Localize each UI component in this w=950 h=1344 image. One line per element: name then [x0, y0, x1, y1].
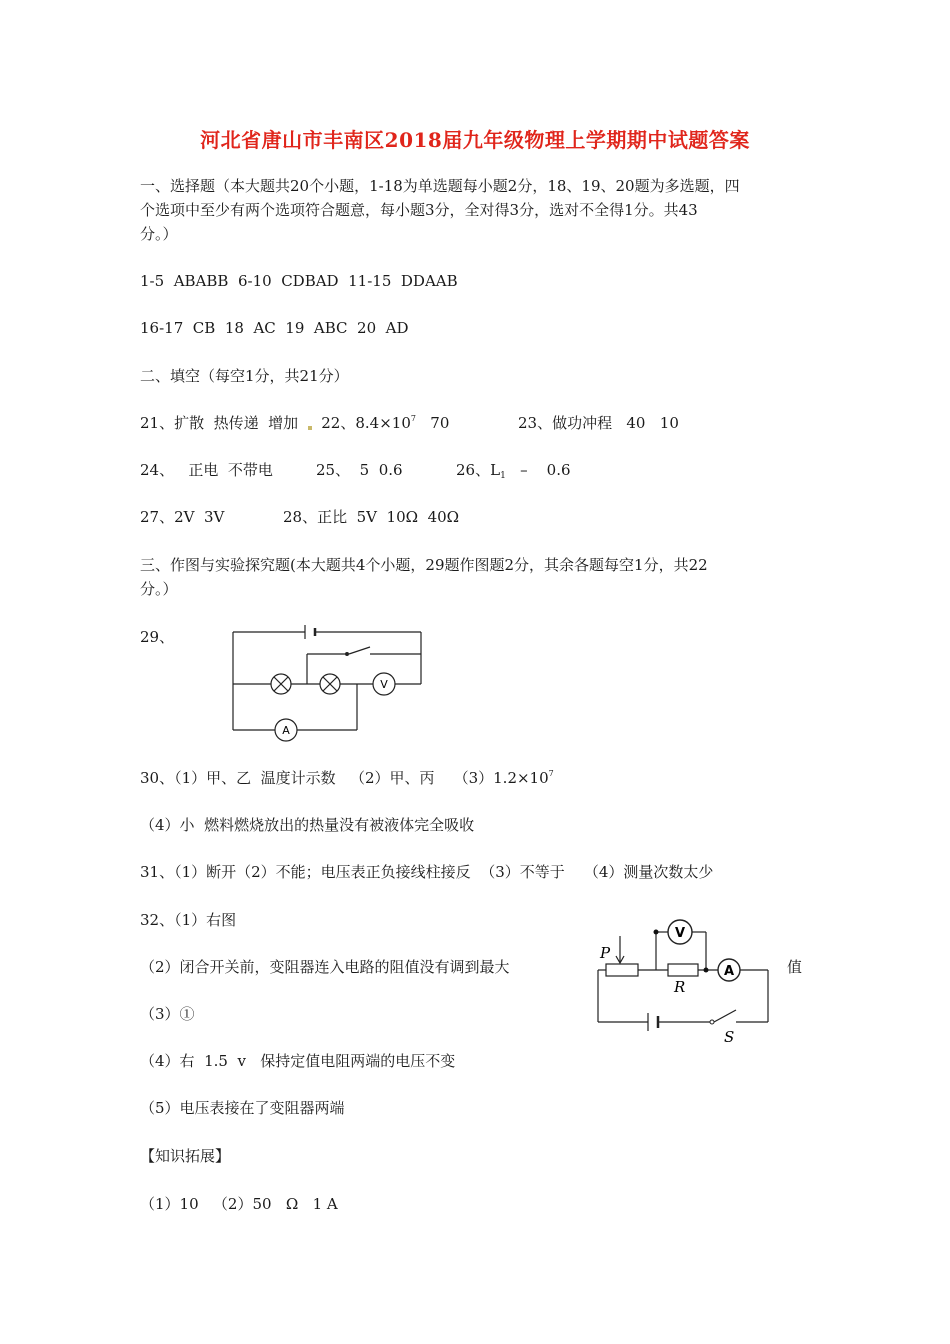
resistor-label: R: [674, 978, 686, 996]
lamp-icon: [320, 674, 340, 694]
q23-answer: 23、做功冲程 40 10: [518, 414, 679, 432]
junction-dot: [704, 968, 709, 973]
section1-line2: 个选项中至少有两个选项符合题意，每小题3分，全对得3分，选对不全得1分。共43: [140, 201, 698, 219]
circuit-diagram-29: [225, 620, 430, 745]
q28-answer: 28、正比 5V 10Ω 40Ω: [283, 508, 460, 526]
q22-answer: 22、$8.4\times 10^7$ 70: [321, 414, 450, 432]
switch-label: S: [724, 1028, 735, 1046]
q25-answer: 25、 5 0.6: [316, 461, 403, 479]
q32-part1: 32、（1）右图: [140, 911, 237, 929]
switch-contact: [345, 652, 349, 656]
q24-answer: 24、 正电 不带电: [140, 461, 273, 479]
resistor-icon: [668, 964, 698, 976]
mark-dot: [308, 426, 312, 430]
q27-answer: 27、2V 3V: [140, 508, 225, 526]
page-title: 河北省唐山市丰南区2018届九年级物理上学期期中试题答案: [200, 128, 750, 152]
lamp-icon: [271, 674, 291, 694]
knowledge-extension-answers: （1）10 （2）50 Ω 1 A: [140, 1195, 338, 1213]
switch-blade: [349, 647, 370, 654]
ammeter-label: A: [723, 964, 735, 979]
q32-part4: （4）右 1.5 v 保持定值电阻两端的电压不变: [140, 1052, 456, 1070]
q26-answer: 26、$L_1$ – 0.6: [456, 461, 571, 481]
q32-part2-tail: 值: [787, 958, 803, 976]
rheostat-icon: [606, 964, 638, 976]
section3-line2: 分。）: [140, 580, 178, 598]
voltmeter-label: V: [674, 926, 686, 941]
q29-label: 29、: [140, 628, 175, 646]
choice-answers-1: 1-5 ABABB 6-10 CDBAD 11-15 DDAAB: [140, 272, 458, 290]
q32-part2: （2）闭合开关前，变阻器连入电路的阻值没有调到最大: [140, 958, 510, 976]
q32-part3: （3）①: [140, 1005, 195, 1023]
section2-header: 二、填空（每空1分，共21分）: [140, 367, 349, 385]
ammeter-label: A: [282, 724, 290, 737]
knowledge-extension-header: 【知识拓展】: [140, 1147, 231, 1165]
q30-line1: 30、（1）甲、乙 温度计示数 （2）甲、丙 $(3)1.2\times 10^7$: [140, 769, 554, 787]
q21-answer: 21、扩散 热传递 增加: [140, 414, 299, 432]
q32-part5: （5）电压表接在了变阻器两端: [140, 1099, 345, 1117]
choice-answers-2: 16-17 CB 18 AC 19 ABC 20 AD: [140, 319, 409, 337]
q31-answer: 31、（1）断开（2）不能；电压表正负接线柱接反 （3）不等于 （4）测量次数太少: [140, 863, 714, 881]
switch-blade: [714, 1010, 736, 1022]
q30-line2: （4）小 燃料燃烧放出的热量没有被液体完全吸收: [140, 816, 475, 834]
junction-dot: [654, 930, 659, 935]
circuit-diagram-32: [590, 912, 775, 1047]
section3-line1: 三、作图与实验探究题(本大题共4个小题，29题作图题2分，其余各题每空1分，共22: [140, 556, 708, 574]
q21-q23-line: [140, 413, 449, 433]
rheostat-label: P: [600, 944, 611, 962]
voltmeter-label: V: [380, 678, 388, 691]
section1-line1: 一、选择题（本大题共20个小题，1-18为单选题每小题2分，18、19、20题为多选题，四: [140, 177, 740, 195]
section1-line3: 分。）: [140, 225, 178, 243]
